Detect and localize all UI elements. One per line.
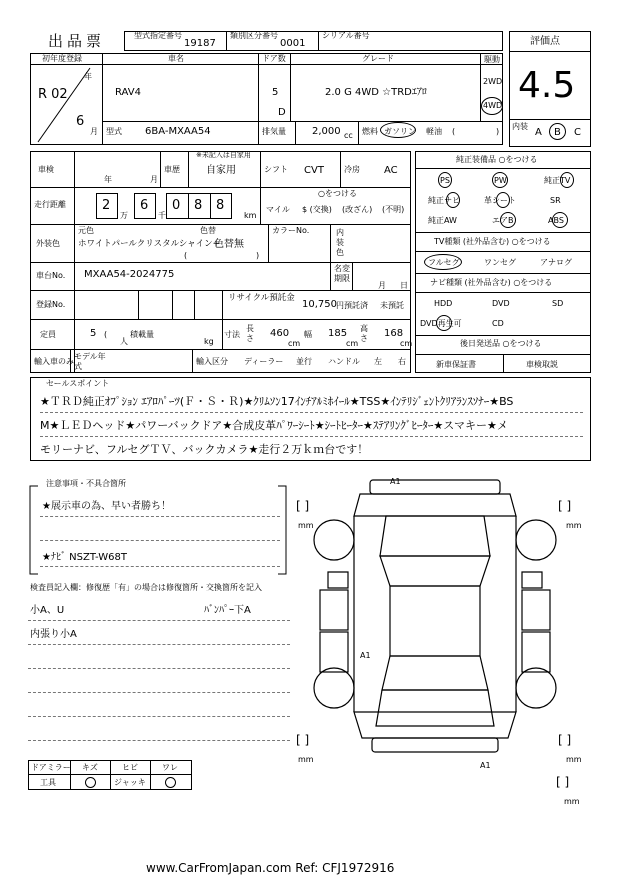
model-code-label: 型式指定番号 bbox=[134, 31, 182, 40]
change-month: 月 bbox=[378, 281, 386, 290]
car-damage-diagram bbox=[290, 476, 590, 806]
light-oil-label: 軽油 bbox=[426, 127, 442, 136]
equip-abs-circle bbox=[552, 212, 568, 228]
length-unit: cm bbox=[288, 339, 301, 348]
class-value: 0001 bbox=[280, 38, 306, 49]
car-name-label: 車名 bbox=[168, 54, 184, 63]
first-reg-month: 6 bbox=[76, 114, 85, 129]
color-paren-close: ) bbox=[256, 251, 260, 260]
first-reg-month-unit: 月 bbox=[90, 127, 98, 136]
dealer-option: ディーラー bbox=[244, 357, 284, 366]
svg-text:[ ]: [ ] bbox=[556, 775, 570, 789]
model-code-value: 19187 bbox=[184, 38, 216, 49]
drive-circle-mark bbox=[481, 97, 503, 115]
load-label: 積載量 bbox=[130, 330, 154, 339]
shift-value: CVT bbox=[304, 165, 324, 176]
doors-label: ドア数 bbox=[262, 54, 286, 63]
sales-line-3: モリーナビ、フルセグＴＶ、バックカメラ★走行２万ｋｍ台です！ bbox=[40, 443, 369, 456]
damage-mark-front: A1 bbox=[390, 477, 401, 486]
width-value: 185 bbox=[328, 328, 348, 339]
sales-line-2: M★ＬＥＤヘッド★パワーバックドア★合成皮革ﾊﾟﾜｰｼｰﾄ★ｼｰﾄﾋｰﾀｰ★ｽﾃｱﾘﾝｸﾞﾋｰﾀｰ★スマキー★メ bbox=[40, 419, 508, 432]
svg-text:[ ]: [ ] bbox=[558, 499, 572, 513]
usage-value: 自家用 bbox=[206, 165, 236, 176]
fuel-paren-close: ) bbox=[496, 127, 500, 136]
tv-fullseg-circle bbox=[424, 254, 462, 270]
ac-label: 冷房 bbox=[344, 165, 360, 174]
legend-crack: ヒビ bbox=[122, 763, 138, 772]
footer-watermark: www.CarFromJapan.com Ref: CFJ1972916 bbox=[146, 861, 395, 875]
svg-text:mm: mm bbox=[298, 521, 314, 530]
dimensions-label: 寸法 bbox=[224, 330, 240, 339]
recycle-unpaid: 未預託 bbox=[380, 301, 404, 310]
later-title: 後日発送品 ○をつける bbox=[460, 339, 542, 348]
notes-line-3: ★ﾅﾋﾞ NSZT-W68T bbox=[42, 552, 127, 563]
recycle-status: 円預託済 bbox=[336, 301, 368, 310]
usage-label: 車歴 bbox=[164, 165, 180, 174]
handle-label: ハンドル bbox=[328, 357, 360, 366]
first-reg-year: R 02 bbox=[38, 87, 68, 102]
model-year-label: モデル年式 bbox=[74, 352, 106, 371]
notes-line-1: ★展示車の為、早い者勝ち！ bbox=[42, 501, 171, 512]
left-option: 左 bbox=[374, 357, 382, 366]
grade-label: グレード bbox=[362, 54, 394, 63]
change-day: 日 bbox=[400, 281, 408, 290]
legend-jack: ジャッキ bbox=[114, 778, 146, 787]
mileage-man: 万 bbox=[120, 211, 128, 220]
equip-navi: 純正ナビ bbox=[428, 196, 460, 205]
mileage-digit-5: 8 bbox=[216, 198, 225, 213]
displacement-value: 2,000 bbox=[312, 126, 341, 137]
equip-abs: ABS bbox=[548, 216, 564, 225]
later-manual: 車検取説 bbox=[526, 360, 558, 369]
mileage-digit-3: 0 bbox=[172, 198, 181, 213]
legend-tools: 工具 bbox=[40, 778, 56, 787]
mileage-digit-1: 2 bbox=[102, 198, 111, 213]
svg-text:mm: mm bbox=[566, 521, 582, 530]
interior-grade-c: C bbox=[574, 127, 581, 138]
fuel-paren: ( bbox=[452, 127, 456, 136]
equip-airbag: エアB bbox=[492, 216, 514, 225]
unknown-option: (不明) bbox=[382, 205, 405, 214]
equip-aw: 純正AW bbox=[428, 216, 457, 225]
class-label: 類別区分番号 bbox=[230, 31, 278, 40]
import-label: 輸入車のみ bbox=[34, 357, 74, 366]
mile-option: マイル bbox=[266, 205, 290, 214]
navi-cd: CD bbox=[492, 319, 504, 328]
inspection-month: 月 bbox=[150, 175, 158, 184]
width-unit: cm bbox=[346, 339, 359, 348]
equip-airbag-circle bbox=[500, 212, 516, 228]
recycle-label: リサイクル預託金 bbox=[228, 293, 295, 303]
displacement-label: 排気量 bbox=[262, 127, 286, 136]
recycle-value: 10,750 bbox=[302, 299, 337, 310]
mileage-check-note: ○をつける bbox=[318, 189, 357, 198]
svg-text:[ ]: [ ] bbox=[558, 733, 572, 747]
inspection-year: 年 bbox=[104, 175, 112, 184]
color-value: ホワイトパールクリスタルシャイン+ bbox=[78, 239, 220, 249]
drive-2wd: 2WD bbox=[483, 77, 503, 86]
interior-label: 内装 bbox=[512, 122, 528, 131]
height-label: 高さ bbox=[360, 324, 368, 343]
inspector-line-2: 内張り小A bbox=[30, 629, 77, 640]
load-unit: kg bbox=[204, 337, 214, 346]
equip-leather: 革シート bbox=[484, 196, 516, 205]
color-paren-open: ( bbox=[184, 251, 188, 260]
import-type-label: 輸入区分 bbox=[196, 357, 228, 366]
navi-sd: SD bbox=[552, 299, 564, 308]
equip-pw: PW bbox=[494, 176, 507, 185]
type-label: 型式 bbox=[106, 127, 122, 136]
mileage-digit-2: 6 bbox=[140, 198, 149, 213]
sheet-title: 出品票 bbox=[48, 32, 106, 50]
equipment-title: 純正装備品 ○をつける bbox=[456, 155, 538, 164]
svg-text:mm: mm bbox=[566, 755, 582, 764]
equip-ps: PS bbox=[440, 176, 450, 185]
registration-label: 登録No. bbox=[36, 300, 66, 309]
serial-label: シリアル番号 bbox=[322, 31, 370, 40]
navi-hdd: HDD bbox=[434, 299, 453, 308]
navi-title: ナビ種類 (社外品含む) ○をつける bbox=[430, 278, 553, 287]
drive-label: 駆動 bbox=[484, 55, 500, 64]
doors-type: D bbox=[278, 107, 286, 118]
chassis-label: 車台No. bbox=[36, 271, 66, 280]
svg-text:[ ]: [ ] bbox=[296, 733, 310, 747]
first-reg-year-unit: 年 bbox=[84, 72, 92, 81]
chassis-value: MXAA54-2024775 bbox=[84, 269, 175, 280]
equip-tv: 純正TV bbox=[544, 176, 571, 185]
legend-door-mirror: ドアミラー bbox=[31, 763, 71, 772]
length-label: 長さ bbox=[246, 324, 254, 343]
capacity-label: 定員 bbox=[40, 330, 56, 339]
inspector-line-1: 小A、U bbox=[30, 605, 65, 616]
navi-dvd-play-circle bbox=[436, 315, 452, 331]
equip-sr: SR bbox=[550, 196, 561, 205]
car-name: RAV4 bbox=[115, 87, 141, 98]
sales-points-label: セールスポイント bbox=[46, 379, 110, 388]
capacity-value: 5 bbox=[90, 328, 97, 339]
score-label: 評価点 bbox=[530, 36, 560, 47]
tv-fullseg: フルセグ bbox=[428, 258, 460, 267]
usage-note: ※未記入は自家用 bbox=[196, 151, 251, 159]
legend-jack-mark bbox=[165, 777, 176, 788]
doors-value: 5 bbox=[272, 87, 279, 98]
inspection-label: 車検 bbox=[38, 165, 54, 174]
notes-label: 注意事項・不具合箇所 bbox=[46, 479, 126, 488]
original-color-label: 元色 bbox=[78, 226, 94, 235]
mileage-km: km bbox=[244, 211, 257, 220]
navi-dvd-play: DVD再生可 bbox=[420, 319, 462, 328]
length-value: 460 bbox=[270, 328, 290, 339]
color-change-label: 色替 bbox=[200, 226, 216, 235]
damage-mark-side: A1 bbox=[360, 651, 371, 660]
interior-color-label: 内装色 bbox=[336, 228, 344, 257]
later-warranty: 新車保証書 bbox=[436, 360, 476, 369]
color-change-value: 色替無 bbox=[214, 239, 244, 250]
score-value: 4.5 bbox=[518, 65, 576, 106]
capacity-unit: 人 bbox=[120, 337, 128, 346]
interior-grade-a: A bbox=[535, 127, 542, 138]
first-reg-label: 初年度登録 bbox=[42, 54, 82, 63]
fuel-value: ガソリン bbox=[384, 127, 416, 136]
exterior-color-label: 外装色 bbox=[36, 239, 60, 248]
change-label: 名変期限 bbox=[334, 264, 350, 283]
drive-4wd: 4WD bbox=[483, 101, 503, 110]
displacement-unit: cc bbox=[344, 131, 353, 140]
svg-text:[ ]: [ ] bbox=[296, 499, 310, 513]
equip-tv-circle bbox=[560, 172, 574, 188]
height-unit: cm bbox=[400, 339, 413, 348]
mileage-sen: 千 bbox=[158, 211, 166, 220]
ac-value: AC bbox=[384, 165, 398, 176]
sales-line-1: ★ＴＲＤ純正ｵﾌﾟｼｮﾝ ｴｱﾛﾊﾟｰﾂ(Ｆ・Ｓ・Ｒ)★ｸﾘﾑｿﾝ17ｲﾝﾁｱﾙﾐﾎｲｰﾙ★TSS★ｲﾝﾃﾘｼﾞｪﾝﾄｸﾘｱﾗﾝｽｿﾅｰ★BS bbox=[40, 395, 514, 408]
equip-pw-circle bbox=[492, 172, 508, 188]
legend-break: ワレ bbox=[162, 763, 178, 772]
mileage-label: 走行距離 bbox=[34, 200, 66, 209]
equip-navi-circle bbox=[446, 192, 460, 208]
grade-circle-mark bbox=[549, 123, 566, 140]
navi-dvd: DVD bbox=[492, 299, 510, 308]
tv-title: TV種類 (社外品含む) ○をつける bbox=[434, 237, 551, 246]
svg-text:mm: mm bbox=[298, 755, 314, 764]
height-value: 168 bbox=[384, 328, 404, 339]
equip-ps-circle bbox=[438, 172, 452, 188]
legend-tools-mark bbox=[85, 777, 96, 788]
first-reg-slash bbox=[30, 64, 102, 145]
interior-grade-b: B bbox=[554, 127, 561, 138]
grade-value: 2.0 G 4WD ☆TRDｴｱﾛ bbox=[325, 87, 427, 98]
fuel-label: 燃料 bbox=[362, 127, 378, 136]
shift-label: シフト bbox=[264, 165, 288, 174]
equip-leather-circle bbox=[496, 192, 510, 208]
width-label: 幅 bbox=[304, 330, 312, 339]
inspector-line-1-right: ﾊﾞﾝﾊﾟｰ下A bbox=[204, 605, 251, 616]
exchanged-option: $ (交換) bbox=[302, 205, 332, 214]
color-no-label: カラーNo. bbox=[272, 226, 310, 235]
altered-option: (改ざん) bbox=[342, 205, 373, 214]
inspector-label: 検査員記入欄：修復歴「有」の場合は修復箇所・交換箇所を記入 bbox=[30, 583, 262, 592]
svg-text:mm: mm bbox=[564, 797, 580, 806]
right-option: 右 bbox=[398, 357, 406, 366]
tv-oneseg: ワンセグ bbox=[484, 258, 516, 267]
tv-analog: アナログ bbox=[540, 258, 572, 267]
legend-scratch: キズ bbox=[82, 763, 98, 772]
mileage-digit-4: 8 bbox=[194, 198, 203, 213]
damage-mark-rear: A1 bbox=[480, 761, 491, 770]
type-value: 6BA-MXAA54 bbox=[145, 126, 211, 137]
capacity-paren: ( bbox=[104, 330, 108, 339]
fuel-circle-mark bbox=[380, 122, 416, 138]
parallel-option: 並行 bbox=[296, 357, 312, 366]
